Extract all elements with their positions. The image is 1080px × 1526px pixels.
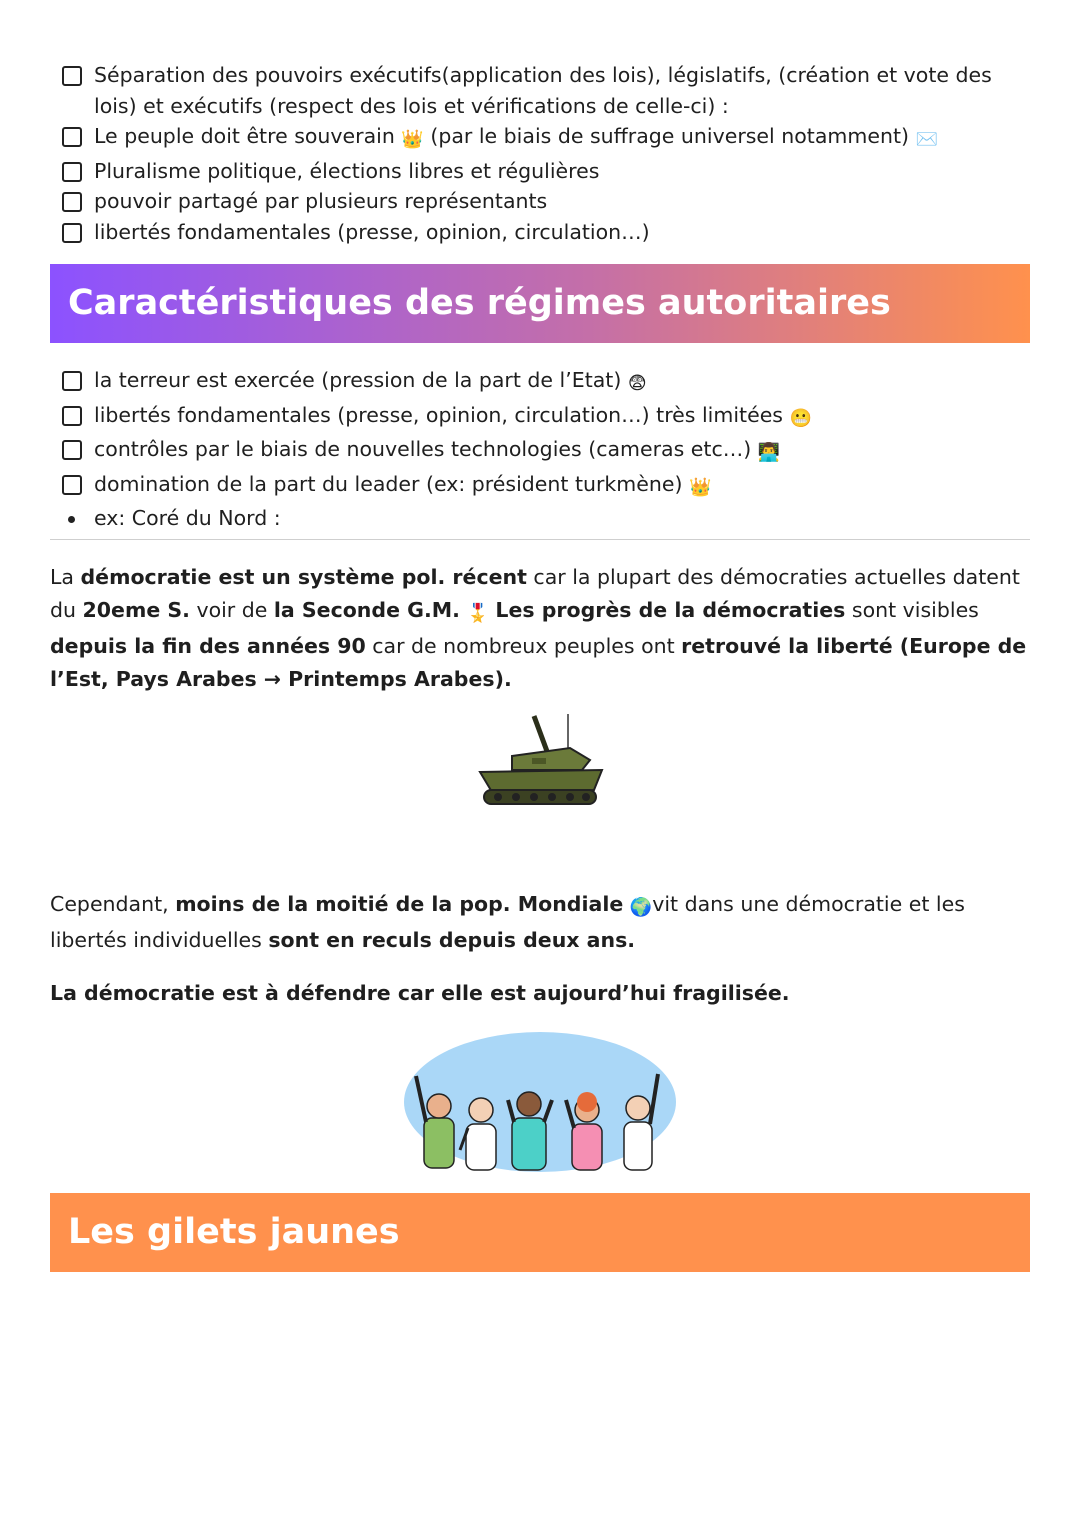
medal-icon: 🎖️ — [466, 603, 489, 624]
checklist-item: pouvoir partagé par plusieurs représentants — [60, 186, 1040, 217]
checklist-item: libertés fondamentales (presse, opinion, circulation…) — [60, 217, 1040, 248]
checkbox[interactable] — [62, 162, 82, 182]
globe-icon: 🌍 — [629, 897, 653, 918]
bullet-dot — [68, 516, 75, 523]
checkbox[interactable] — [62, 371, 82, 391]
checkbox[interactable] — [62, 66, 82, 86]
democracy-checklist — [60, 60, 1040, 247]
checkbox[interactable] — [62, 192, 82, 212]
checklist-item: Pluralisme politique, élections libres et régulières — [60, 156, 1040, 187]
checkbox[interactable] — [62, 475, 82, 495]
envelope-icon: ✉️ — [915, 129, 938, 150]
paragraph-democracy-history: La démocratie est un système pol. récent car la plupart des démocraties actuelles datent du 20eme S. voir de la Seconde G.M. 🎖️ Les progrès de la démocraties sont visibles depuis la fin des années 90 car de nombreux peuples ont retrouvé la liberté (Europe de l’Est, Pays Arabes → Printemps Arabes). — [50, 565, 1027, 691]
section-heading-gilets-jaunes: Les gilets jaunes — [50, 1193, 1030, 1272]
checklist-item: la terreur est exercée (pression de la part de l’Etat) 😨 — [60, 365, 1040, 400]
crown-icon: 👑 — [401, 129, 424, 150]
checklist-item: contrôles par le biais de nouvelles technologies (cameras etc…) 👨‍💻 — [60, 434, 1040, 469]
tank-illustration — [472, 712, 608, 814]
section-heading-authoritarian: Caractéristiques des régimes autoritaires — [50, 264, 1030, 343]
checklist-item: Séparation des pouvoirs exécutifs(application des lois), législatifs, (création et vote des lois) et exécutifs (respect des lois et vérifications de celle-ci) : — [60, 60, 1040, 121]
checkbox[interactable] — [62, 127, 82, 147]
checklist-item: libertés fondamentales (presse, opinion, circulation…) très limitées 😬 — [60, 400, 1040, 435]
crown-icon: 👑 — [689, 476, 712, 498]
checkbox[interactable] — [62, 440, 82, 460]
paragraph-democracy-decline: Cependant, moins de la moitié de la pop. Mondiale 🌍vit dans une démocratie et les libertés individuelles sont en reculs depuis deux ans. — [50, 892, 965, 952]
protesters-illustration — [402, 1030, 678, 1176]
divider — [50, 539, 1030, 540]
technologist-icon: 👨‍💻 — [757, 442, 781, 463]
grimacing-face-icon: 😬 — [789, 407, 812, 429]
checkbox[interactable] — [62, 223, 82, 243]
fearful-face-icon: 😨 — [627, 373, 647, 394]
authoritarian-checklist — [60, 365, 1040, 534]
checklist-item: domination de la part du leader (ex: président turkmène) 👑 — [60, 469, 1040, 504]
checklist-item: Le peuple doit être souverain 👑 (par le biais de suffrage universel notamment) ✉️ — [60, 121, 1040, 156]
paragraph-democracy-defend: La démocratie est à défendre car elle est aujourd’hui fragilisée. — [50, 981, 790, 1005]
bullet-item: ex: Coré du Nord : — [60, 503, 1040, 534]
checkbox[interactable] — [62, 406, 82, 426]
